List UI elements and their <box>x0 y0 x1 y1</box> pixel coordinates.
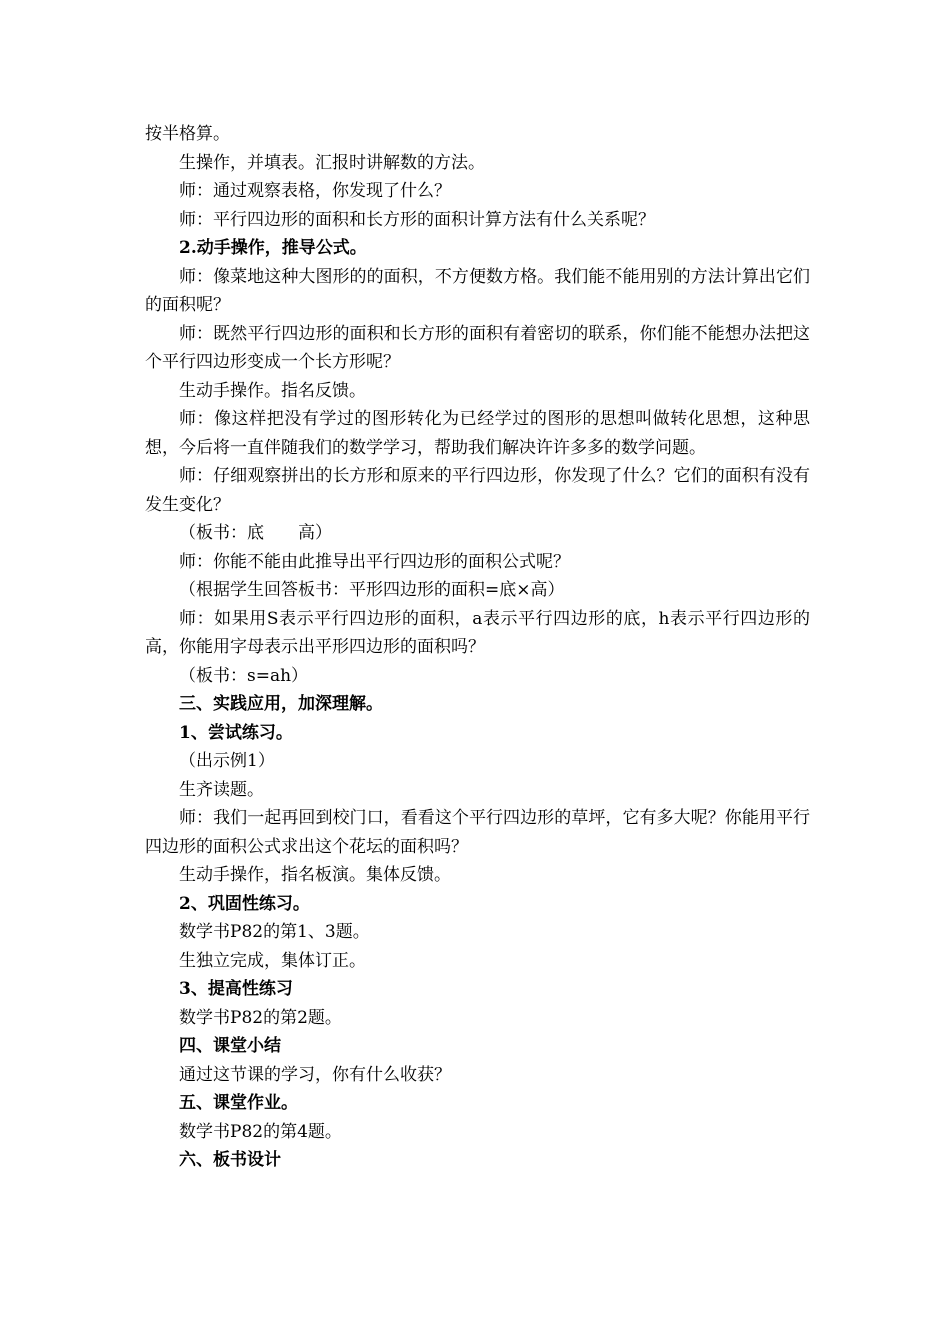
paragraph: 按半格算。 <box>145 124 230 144</box>
document-body <box>145 120 810 1175</box>
section-heading: 3、提高性练习 <box>179 979 293 999</box>
paragraph: 师：平行四边形的面积和长方形的面积计算方法有什么关系呢？ <box>179 209 655 230</box>
paragraph: 数学书P82的第2题。 <box>179 1007 342 1028</box>
section-heading: 四、课堂小结 <box>179 1036 281 1056</box>
paragraph: 生操作，并填表。汇报时讲解数的方法。 <box>179 152 485 173</box>
paragraph: 生动手操作。指名反馈。 <box>179 380 366 401</box>
paragraph: 师：仔细观察拼出的长方形和原来的平行四边形，你发现了什么？它们的面积有没有发生变化？ <box>145 466 810 515</box>
paragraph: 通过这节课的学习，你有什么收获？ <box>179 1064 451 1085</box>
section-heading: 五、课堂作业。 <box>179 1093 298 1113</box>
paragraph: 师：通过观察表格，你发现了什么？ <box>179 181 451 201</box>
paragraph: 生齐读题。 <box>179 779 264 800</box>
paragraph: 师：像这样把没有学过的图形转化为已经学过的图形的思想叫做转化思想，这种思想，今后将一直伴随我们的数学学习，帮助我们解决许许多多的数学问题。 <box>145 409 810 458</box>
paragraph: 师：我们一起再回到校门口，看看这个平行四边形的草坪，它有多大呢？你能用平行四边形的面积公式求出这个花坛的面积吗？ <box>145 808 810 857</box>
section-heading: 1、尝试练习。 <box>179 722 293 743</box>
paragraph: （板书：s=ah） <box>179 665 309 686</box>
paragraph: （出示例1） <box>179 751 275 771</box>
paragraph: 数学书P82的第1、3题。 <box>179 922 370 942</box>
section-heading: 2.动手操作，推导公式。 <box>179 238 367 258</box>
paragraph: 师：既然平行四边形的面积和长方形的面积有着密切的联系，你们能不能想办法把这个平行四边形变成一个长方形呢？ <box>145 323 810 372</box>
section-heading: 2、巩固性练习。 <box>179 893 310 914</box>
paragraph: 生动手操作，指名板演。集体反馈。 <box>179 865 451 885</box>
section-heading: 三、实践应用，加深理解。 <box>179 694 383 714</box>
paragraph: 生独立完成，集体订正。 <box>179 950 366 971</box>
paragraph: 师：如果用S表示平行四边形的面积，a表示平行四边形的底，h表示平行四边形的高，你能用字母表示出平形四边形的面积吗？ <box>145 608 810 657</box>
paragraph: 数学书P82的第4题。 <box>179 1121 342 1142</box>
paragraph: 师：你能不能由此推导出平行四边形的面积公式呢？ <box>179 551 570 572</box>
paragraph: （板书：底 高） <box>179 523 332 543</box>
section-heading: 六、板书设计 <box>179 1150 281 1170</box>
paragraph: 师：像菜地这种大图形的的面积，不方便数方格。我们能不能用别的方法计算出它们的面积呢？ <box>145 266 810 315</box>
paragraph: （根据学生回答板书：平形四边形的面积=底×高） <box>179 580 565 600</box>
